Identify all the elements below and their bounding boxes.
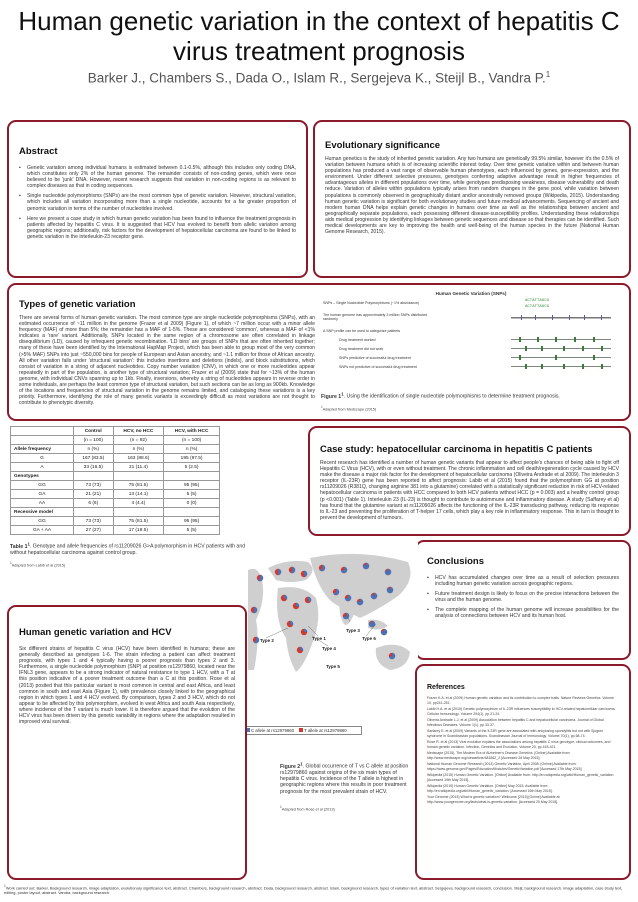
evolutionary-text: Human genetics is the study of inherited genetic variation. Any two humans are genetically 99.5% similar, however it's the 0.5% of variation between humans which is of increasing scientific interest today. Over time genetic variation within and between human populations has produced a vast range of observable human phenotypes, each influenced by genes, gene-expression, and the environment. Under different selective pressures, genotypes conferring adaptive advantage result in higher frequencies of advantageous alleles in different populations over time, while genotypes predisposing weakness, disease vulnerability and death reduce. Variation of alleles within populations typically arises from random changes in the gene pool, while variation between populations is commonly observed in geographically distant and/or ancestrally removed groups (Wikipedia, 2015). Understanding human genetic variation is significant for both evolutionary studies and future medical advancements. Sequencing of ancient and modern human DNA helps explain genetic changes in humans over time as well as the relationships between ancient and geographically separate populations, each possessing different disease-susceptibility profiles. Understanding these relationships aids medical progression by identifying linkages between genetic sequences and disease so that therapies can be identified. Such medical developments are key to improving the health and well-being of the human species in the future (National Human Genome Research, 2015). [325, 156, 619, 236]
snp-label: SNPs – Single Nucleotide Polymorphisms (~1% abundance) [323, 301, 420, 305]
reference-list [427, 696, 619, 804]
types-heading: Types of genetic variation [19, 299, 136, 310]
case-study-text: Recent research has identified a number of human genetic variants that appear to affect people's chances of being able to fight off Hepatitis C Virus (HCV), with or even without treatment. The chronic inflammation and cell death/regeneration cycle caused by HCV make the disease a major risk factor for the development of hepatocellular carcinoma (Oliveira Andrade et al 2009). The interleukin 3 receptor (IL-23R) gene has been reported to affect prognosis: Labib et al (2015) found that the polymorphism GG at position rs11209026 (R381Q, changing arginine 381 into a glutamine) correlated with a statistically significant reduction in risk of HCV-related hepatocellular carcinoma in patients with HCC compared to both HCV patients without HCC (p = 0.003) and a healthy control group (p <0.001) (Table 1). Interleukin 23 (IL-23) is thought to contribute to autoimmune and inflammatory disease. A study (Saffarey et al) has found that the glutamine variant at rs11209026 affects the functioning of the IL-23R transducing pathway, reducing its response to IL-23 and preventing the proliferation of T-helper 17 cells, which play a key role in inflammatory response. This in turn is thought to prevent the development of tumours. [320, 460, 619, 521]
conclusions-heading: Conclusions [427, 556, 485, 567]
figure-2-source: $^1$Adapted from Rose et al (2013) [280, 804, 335, 812]
profile-row-label: SNPs predictive of successful drug treatment [339, 356, 411, 360]
conclusions-section [415, 540, 631, 660]
abstract-heading: Abstract [19, 146, 58, 157]
figure-1-title: Human Genetic Variation (SNPs) [435, 291, 507, 296]
snp-profile-tracks [511, 337, 611, 371]
legend-c-label: C allele at rs12979860 [251, 728, 294, 733]
world-map [248, 540, 418, 730]
hcv-type-label: Type 6 [362, 636, 376, 641]
reference-item: Oliveira Andrade L.J. et al (2009) Association between hepatitis C and hepatocellular carcinoma. Journal of Global Infectious Diseases. Volume 1(1), pp.33-37. [427, 718, 604, 727]
profile-label: A SNP profile can be used to categorize patients [323, 329, 401, 333]
dna-sequence: ACTATTAGCG [525, 305, 550, 309]
footnote: $^1$Work carried out: Barker, Background research, image adaptation, evolutionary significance text, abstract. Chambers, background research, abstract. Dada, background research, abstract. Islam, background research, types of variation text, abstract. Sergejeva, background research, conclusion. Steijl, background research, image adaptation, case study text, editing, poster layout, abstract. Vandra, background research. [4, 884, 623, 896]
reference-item: Sarfarey E. et al (2009) Variants of the IL23R gene are associated with ankylosing spondylitis but not with Sjogren syndrome in Scandinavian populations. Scandinavian Journal of Immunology. Volume 70(1), pp.68-74. [427, 729, 604, 738]
figure-2-map [248, 540, 418, 745]
figure-2-caption: Figure $2^1$. Global occurrence of T vs C allele at position rs12979860 against origins of the six main types of hepatitis C virus. Incidence of the T allele is highest in geographic regions where this results in poor treatment prognosis for the most prevalent strain of HCV. [280, 761, 409, 795]
figure-1 [321, 291, 621, 387]
profile-row-label: Drug treatment worked [339, 338, 376, 342]
hcv-type-label: Type 4 [322, 646, 336, 651]
legend-t-label: T allele at rs12979860 [304, 728, 347, 733]
dna-sequence: ACTATTAGCG [525, 299, 550, 303]
reference-item: National Human Genome Research (2013) Genetic Variation, April 2008. [Online] Available from: https://www.genome.gov/Pages/Education/Modules/GeneticVariation.pdf [Accessed 17th May 2015]. [427, 762, 583, 771]
case-study-section [308, 426, 631, 536]
references-section [415, 664, 631, 880]
types-section [7, 283, 631, 421]
reference-item: Labib H.A. et al (2015) Genetic polymorphism of IL-23R influences susceptibility to HCV-related hepatocellular carcinoma. Cellular Immunology. Volume 294(1), pp.21-24. [427, 707, 616, 716]
genotype-table: Control HCV, no HCC HCV, with HCC (n = 100) (n = 92) (n = 100) Allele frequency n (%) n (%) n (%) G 167 (83.5) 163 (88.6) 195 (97.5) A 33 (16.5) 21 (11.4) 5 (2.5) Genotypes GG 73 (73) 75 (81.5) 95 (95) GA 21 (21) 13 (14.1) 5 (5) AA 6 (6) 4 (4.4) 0 (0) Recessive model GG 73 (73) 75 (81.5) 95 (95) GA + AA 27 (27) 17 (18.5) 5 (5) [10, 426, 220, 535]
hcv-type-label: Type 2 [260, 638, 274, 643]
figure-1-caption: Figure $1^1$. Using the identification of single nucleotide polymorphisms to determine treatment prognosis. [321, 391, 560, 400]
case-study-heading: Case study: hepatocellular carcinoma in hepatitis C patients [320, 444, 593, 455]
reference-item: Your Genome (2015) What is genetic variation? Wellcome [2015] [Online] Available at: http://www.yourgenome.org/facts/what-is-genetic-variation. [Accessed 20 May 2015]. [427, 795, 561, 804]
variation-hcv-text: Six different strains of hepatitis C virus (HCV) have been identified in humans; these are generally described as genotypes 1-6. The strain infecting a patient can affect treatment prognosis, with types 1 and 4 typically having a poorer prognosis than types 2 and 3. Furthermore, a single nucleotide polymorphism (SNP) at position rs12979860, located near the IFNL3 gene, appears to be a strong indicator of natural resistance to type 1 HCV, with a T at this position indicative of a poorer treatment outcome than a C at this position. Rose et al (2013) posited that this particular variant is most common in central and east Africa, and least common in south and east Asia (Figure 1), with prevalence closely linked to the geographical region in which types 1 and 4 HCV evolved. By comparison, types 2 and 3 HCV, which do not appear to be affected by this polymorphism, evolved in west Africa and south Asia respectively, where incidence of the T variant is much lower. It is therefore argued that the evolution of the HCV virus has been driven by this genetic variability in regions where the adaptation resulted in improved viral survival. [19, 646, 235, 726]
reference-item: Wikipedia (2015) Human Genetic Variation. [Online] May 2015. Available from: http://en.wikipedia.org/wiki/Human_genetic_variation. [Accessed 16th May 2015]. [427, 784, 553, 793]
genome-label: The human genome has approximately 3 million SNPs distributed randomly [323, 313, 428, 321]
abstract-bullet: ▪ Genetic variation among individual humans is estimated between 0.1-0.5%, although this includes only coding DNA, which constitutes only 2% of the human genome. The remainder consists of non-coding genes, which were once believed to be 'junk' DNA. However, recent research suggests that variation in non-coding regions is as relevant to complex diseases as that in coding sequences. [19, 165, 296, 189]
legend-t-marker [299, 728, 303, 732]
conclusion-bullet: ▪ Future treatment design is likely to focus on the precise interactions between the virus and the human genome. [427, 591, 619, 603]
poster-header [0, 0, 638, 118]
variation-hcv-section [7, 605, 247, 880]
hcv-type-label: Type 1 [312, 636, 326, 641]
abstract-bullet: ▪ Single nucleotide polymorphisms (SNPs) are the most common type of genetic variation. However, structural variation, which includes all variation incorporating more than a single nucleotide, accounts for a far greater proportion of genomic variation in terms of the number of nucleotides involved. [19, 193, 296, 211]
abstract-section [7, 120, 308, 278]
reference-item: Medscape (2015). The Modern Era of Alzheimer's Disease Genetics. [Online] Available from: http://www.medscape.org/viewarticle/481862_2 [Accessed 26 May 2015]. [427, 751, 571, 760]
hcv-type-label: Type 5 [326, 664, 340, 669]
reference-item: Rose R. et al (2013) Viral evolution explains the associations among hepatitis C virus genotype, clinical outcomes, and human genetic variation. Infection, Genetics and Evolution. Volume 20, pp.418-421. [427, 740, 611, 749]
evolutionary-heading: Evolutionary significance [325, 140, 441, 151]
reference-item: Frazer K.A. et al (2009) Human genetic variation and its contribution to complex traits. Nature Reviews Genetics. Volume 10, pp241-251. [427, 696, 614, 705]
abstract-bullet: ▪ Here we present a case study in which human genetic variation has been found to influence the treatment prognosis in patients affected by hepatitis C virus. It is suggested that HCV has evolved to benefit from allelic variation among geographic regions; additionally, risk factors for the development of hepatocellular carcinoma are found to be linked to genetic variation in the interleukin-23 receptor gene. [19, 216, 296, 240]
profile-row-label: SNPs not predictive of successful drug treatment [339, 365, 417, 369]
profile-row-label: Drug treatment did not work [339, 347, 384, 351]
references-heading: References [427, 684, 465, 691]
allele-pie-slice [387, 587, 393, 593]
figure-2-caption-area [280, 761, 410, 811]
author-list: Barker J., Chambers S., Dada O., Islam R., Sergejeva K., Steijl B., Vandra P.$^1$ [87, 70, 551, 86]
conclusion-bullet: ▪ HCV has accumulated changes over time as a result of selection pressures including human genetic variation across geographic regions. [427, 575, 619, 587]
conclusion-bullet: ▪ The complete mapping of the human genome will increase possibilities for the analysis of connections between HCV and its human host. [427, 607, 619, 619]
poster-title: Human genetic variation in the context of hepatitis C virus treatment prognosis [18, 6, 620, 66]
variation-hcv-heading: Human genetic variation and HCV [19, 627, 172, 638]
hcv-type-label: Type 3 [346, 628, 360, 633]
reference-item: Wikipedia (2015) Human Genetic Variation. [Online] Available from: http://en.wikipedia.org/wiki/Human_genetic_variation [Accessed 19th May 2015]. [427, 773, 614, 782]
table-1-caption: Table $1^1$. Genotype and allele frequencies of rs11209026 G>A polymorphism in HCV patients with and without hepatocellular carcinoma against control group. [10, 541, 246, 556]
evolutionary-section [313, 120, 631, 278]
allele-pie-slice [385, 569, 391, 575]
figure-1-source: $^1$Adapted from Medscape (2015) [321, 405, 377, 412]
genome-snp-bar [511, 315, 611, 321]
table-1-source: $^1$Adapted from Labib et al (2015) [10, 561, 66, 568]
map-legend [242, 726, 362, 735]
types-text: There are several forms of human genetic variation. The most common type are single nucleotide polymorphisms (SNPs), with an estimated occurrence of ~11 million in the genome (Frazer et al 2009) (Figure 1), of which ~7 million occur with a minor allele frequency (MAF) of more than 5%; the remainder has a MAF of 1-5%. These are considered 'common', whereas a MAF of <1% indicates a 'rare' variant. Additionally, SNPs located in the same region of a chromosome are often correlated in linkage disequilibrium (LD), caused by infrequent genetic recombination. 'LD bins' are groups of SNPs that are often inherited together; many of these have been identified by the International HapMap Project, which has been able to group most of the very common (>5% MAF) SNPs into just ~550,000 bins for people of European and Asian ancestry, and ~1.1 million for those of African ancestry. All other variation falls under 'structural variation': this includes insertions and deletions (indels), and block substitutions, which consist of variation in a string of adjacent nucleotides. Copy number variation (CNV), in which one or more nucleotides appear repeatedly in part of the population, is another type of structural variation; Frazer et al (2009) state that for ~13% of the human genome, with individual CNVs spanning up to 1kb. Finally, inversions, whereby a string of nucleotides appears in reverse order in some individuals, are perhaps the least common type of structural variation, but such sections can be as long as 900kb. Knowledge of the locations and frequencies of structural variation in the genome remains limited, and cataloguing these variations is a key priority. Furthermore, identifying the role of many genetic variants is exceedingly difficult as most variations are not thought to contribute to phenotypic diversity. [19, 315, 315, 407]
